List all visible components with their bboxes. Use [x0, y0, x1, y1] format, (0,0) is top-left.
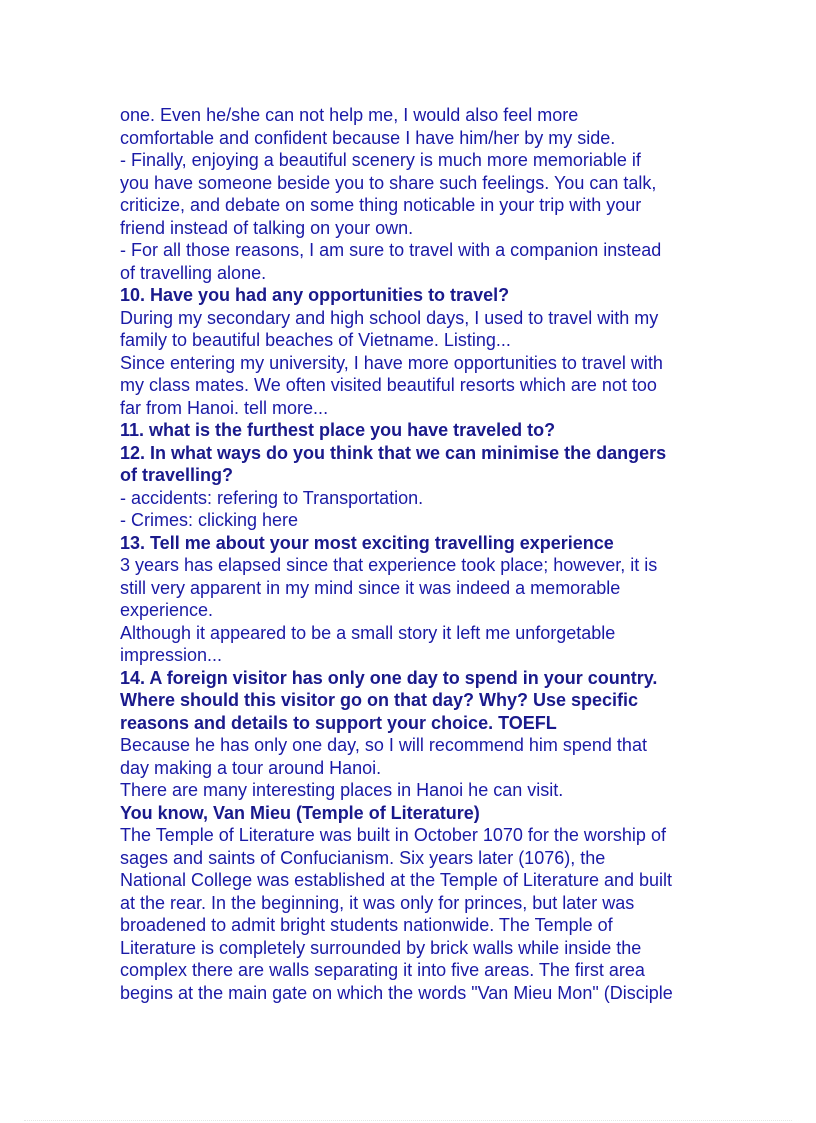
question-heading-line: 11. what is the furthest place you have traveled to? — [120, 420, 556, 440]
body-text-line: - Finally, enjoying a beautiful scenery is much more memoriable if — [120, 150, 641, 170]
question-heading-line: 10. Have you had any opportunities to travel? — [120, 285, 510, 305]
question-heading-line: reasons and details to support your choice. TOEFL — [120, 712, 557, 733]
page-bottom-rule — [24, 1120, 792, 1121]
body-text-line: experience. — [120, 600, 214, 620]
body-text-line: Because he has only one day, so I will recommend him spend that — [120, 735, 647, 755]
body-text-line: - accidents: refering to Transportation. — [120, 487, 424, 508]
body-text-line: one. Even he/she can not help me, I would also feel more — [120, 105, 579, 125]
body-text-line: During my secondary and high school days, I used to travel with my — [120, 307, 659, 328]
question-heading-line: Where should this visitor go on that day? Why? Use specific — [120, 690, 639, 710]
document-page — [120, 104, 710, 1004]
body-text-line: Literature is completely surrounded by brick walls while inside the — [120, 937, 642, 958]
body-text-line: Since entering my university, I have more opportunities to travel with — [120, 352, 663, 373]
body-text-line: - Crimes: clicking here — [120, 510, 299, 530]
body-text-line: still very apparent in my mind since it was indeed a memorable — [120, 577, 621, 598]
body-text-line: - For all those reasons, I am sure to travel with a companion instead — [120, 240, 662, 260]
question-heading-line: 12. In what ways do you think that we can minimise the dangers — [120, 442, 667, 463]
question-heading-line: of travelling? — [120, 465, 234, 485]
body-text-line: family to beautiful beaches of Vietname. Listing... — [120, 330, 511, 350]
question-heading-line: 14. A foreign visitor has only one day to spend in your country. — [120, 667, 658, 688]
body-text-line: There are many interesting places in Hanoi he can visit. — [120, 780, 564, 800]
body-text-line: day making a tour around Hanoi. — [120, 757, 382, 778]
body-text-line: you have someone beside you to share such feelings. You can talk, — [120, 172, 657, 193]
body-text-line: sages and saints of Confucianism. Six years later (1076), the — [120, 847, 606, 868]
body-text-line: begins at the main gate on which the words "Van Mieu Mon" (Disciple — [120, 982, 673, 1003]
body-text-line: at the rear. In the beginning, it was only for princes, but later was — [120, 892, 635, 913]
body-text-line: far from Hanoi. tell more... — [120, 397, 329, 418]
body-text-line: impression... — [120, 645, 223, 665]
body-text-line: broadened to admit bright students nationwide. The Temple of — [120, 915, 613, 935]
question-heading-line: 13. Tell me about your most exciting travelling experience — [120, 532, 614, 553]
body-text-line: friend instead of talking on your own. — [120, 217, 414, 238]
body-text-line: complex there are walls separating it into five areas. The first area — [120, 960, 645, 980]
body-text-line: The Temple of Literature was built in October 1070 for the worship of — [120, 825, 666, 845]
body-text-line: criticize, and debate on some thing noticable in your trip with your — [120, 195, 642, 215]
body-text-line: National College was established at the Temple of Literature and built — [120, 870, 673, 890]
body-text-line: 3 years has elapsed since that experience took place; however, it is — [120, 555, 658, 575]
body-text-line: Although it appeared to be a small story it left me unforgetable — [120, 622, 616, 643]
question-heading-line: You know, Van Mieu (Temple of Literature) — [120, 802, 480, 823]
body-text-line: my class mates. We often visited beautiful resorts which are not too — [120, 375, 657, 395]
body-text-line: of travelling alone. — [120, 262, 267, 283]
body-text-line: comfortable and confident because I have him/her by my side. — [120, 127, 616, 148]
